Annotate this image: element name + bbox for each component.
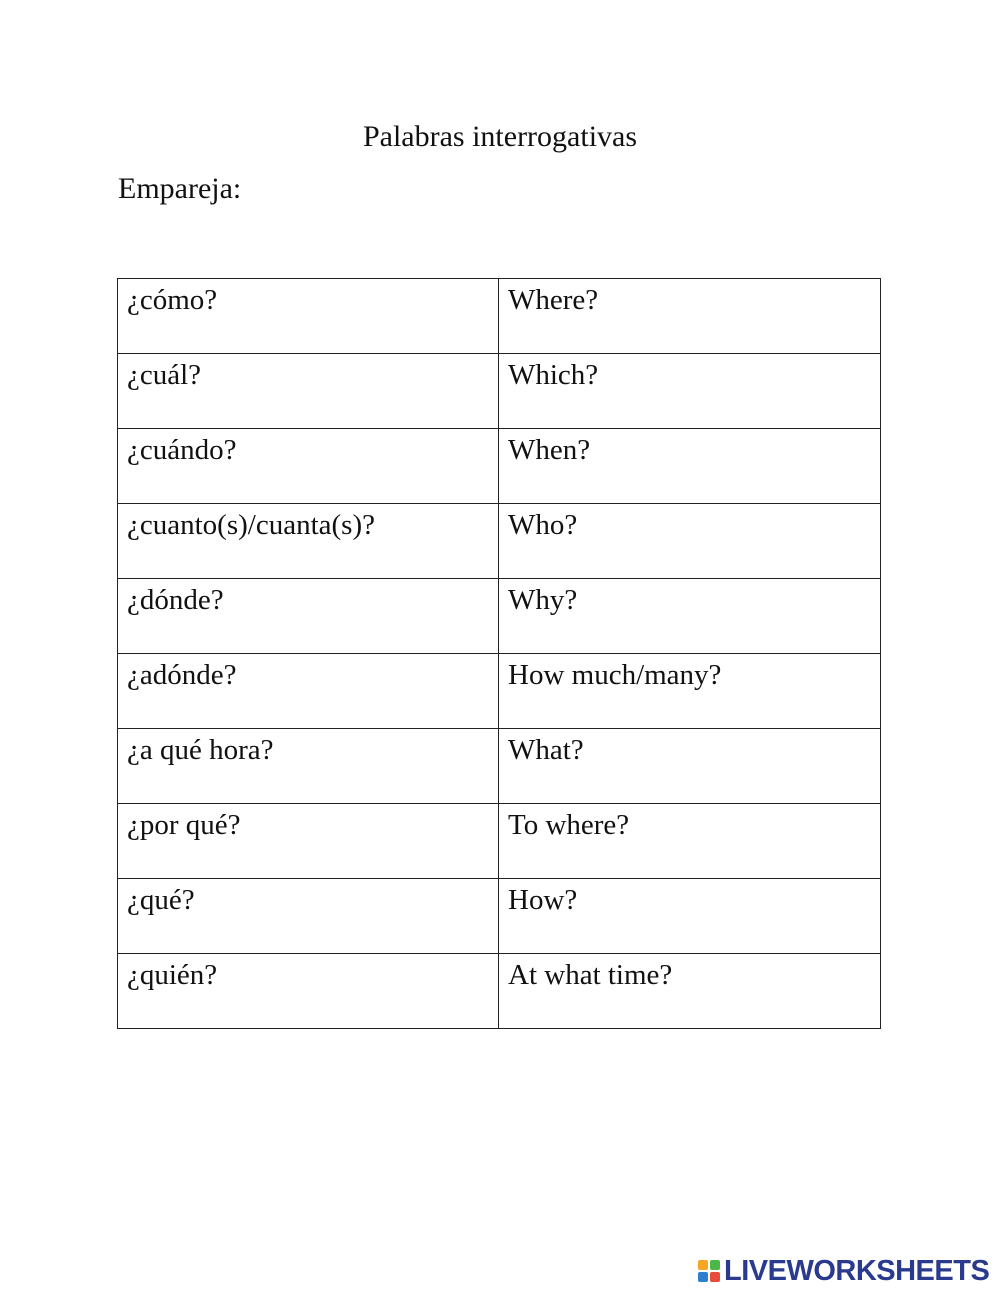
table-row xyxy=(118,654,881,729)
brand-name: LIVEWORKSHEETS xyxy=(724,1254,990,1287)
page-title: Palabras interrogativas xyxy=(362,120,638,153)
spanish-word-cell: ¿adónde? xyxy=(118,654,499,729)
matching-table xyxy=(117,278,881,1029)
english-word-cell: At what time? xyxy=(499,954,881,1029)
table-row xyxy=(118,954,881,1029)
table-row xyxy=(118,579,881,654)
spanish-word-cell: ¿cuándo? xyxy=(118,429,499,504)
english-word-cell: Why? xyxy=(499,579,881,654)
spanish-word-cell: ¿cuanto(s)/cuanta(s)? xyxy=(118,504,499,579)
table-row xyxy=(118,879,881,954)
spanish-word-cell: ¿por qué? xyxy=(118,804,499,879)
spanish-word-cell: ¿a qué hora? xyxy=(118,729,499,804)
spanish-word-cell: ¿cómo? xyxy=(118,279,499,354)
table-row xyxy=(118,429,881,504)
spanish-word-cell: ¿quién? xyxy=(118,954,499,1029)
table-row xyxy=(118,279,881,354)
english-word-cell: When? xyxy=(499,429,881,504)
english-word-cell: How? xyxy=(499,879,881,954)
english-word-cell: Who? xyxy=(499,504,881,579)
table-row xyxy=(118,729,881,804)
english-word-cell: To where? xyxy=(499,804,881,879)
liveworksheets-brand xyxy=(698,1254,989,1288)
table-row xyxy=(118,504,881,579)
english-word-cell: Which? xyxy=(499,354,881,429)
spanish-word-cell: ¿dónde? xyxy=(118,579,499,654)
liveworksheets-logo-icon xyxy=(698,1260,720,1282)
english-word-cell: What? xyxy=(499,729,881,804)
table-row xyxy=(118,804,881,879)
table-row xyxy=(118,354,881,429)
instruction-label: Empareja: xyxy=(118,172,242,205)
english-word-cell: How much/many? xyxy=(499,654,881,729)
english-word-cell: Where? xyxy=(499,279,881,354)
spanish-word-cell: ¿qué? xyxy=(118,879,499,954)
spanish-word-cell: ¿cuál? xyxy=(118,354,499,429)
